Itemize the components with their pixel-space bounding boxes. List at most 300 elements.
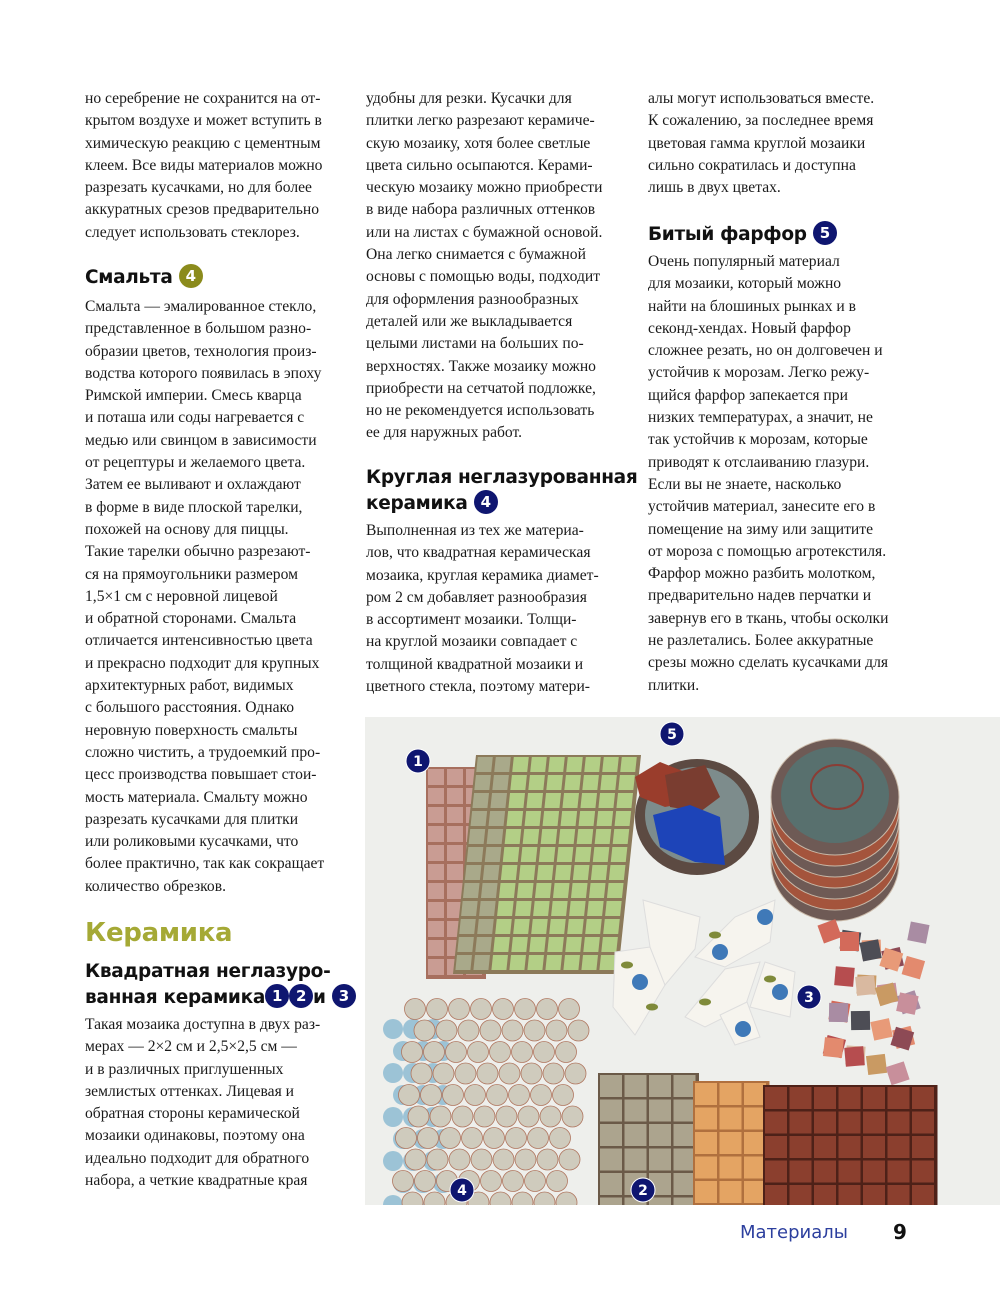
round-tile xyxy=(553,1085,574,1106)
mosaic-tile xyxy=(790,1112,812,1134)
text-line: Очень популярный материал xyxy=(648,253,840,270)
heading-text: ванная керамика xyxy=(85,987,266,1008)
mosaic-tile xyxy=(457,937,474,952)
number-badge: 3 xyxy=(332,984,356,1008)
mosaic-tile xyxy=(888,1112,910,1134)
text-line: разрезать кусачками, но для более xyxy=(85,179,312,197)
photo-badge-label: 3 xyxy=(804,990,814,1006)
blue-flower xyxy=(712,944,728,960)
round-tile xyxy=(512,1042,533,1063)
mosaic-tile xyxy=(618,775,635,790)
loose-tile xyxy=(851,1011,870,1030)
text-line: Если вы не знаете, насколько xyxy=(648,475,842,493)
round-tile xyxy=(415,1171,436,1192)
text-line: Римской империи. Смесь кварца xyxy=(85,387,302,405)
mosaic-tile xyxy=(476,757,493,772)
text-line: приводят к отслаиванию глазури. xyxy=(648,453,870,471)
mosaic-tile xyxy=(597,811,614,826)
mosaic-tile xyxy=(674,1075,696,1097)
mosaic-tile xyxy=(600,1198,622,1206)
number-badge: 2 xyxy=(289,984,313,1008)
heading-text: керамика xyxy=(366,493,468,514)
blue-flower xyxy=(757,909,773,925)
round-tile xyxy=(531,1085,552,1106)
text-line: водства которого появилась в эпоху xyxy=(85,364,322,382)
mosaic-tile xyxy=(461,901,478,916)
photo-badge-label: 5 xyxy=(667,727,677,743)
text-line: но серебрение не сохранится на от- xyxy=(85,90,321,107)
mosaic-tile xyxy=(674,1173,696,1195)
mosaic-tile xyxy=(601,937,618,952)
mosaic-tile xyxy=(455,955,472,970)
text-line: мость материала. Смальту можно xyxy=(85,788,308,806)
mosaic-tile xyxy=(602,757,619,772)
mosaic-tile xyxy=(503,847,520,862)
heading-round-ceramics xyxy=(366,466,637,516)
text-line: скую мозаику, хотя более светлые xyxy=(366,134,591,152)
text-line: Она легко снимается с бумажной xyxy=(366,246,586,264)
mosaic-tile xyxy=(428,959,444,975)
number-badge: 5 xyxy=(813,221,837,245)
mosaic-tile xyxy=(517,883,534,898)
conjunction: и xyxy=(313,987,326,1008)
mosaic-tile xyxy=(475,937,492,952)
mosaic-tile xyxy=(569,901,586,916)
round-tile xyxy=(556,1192,577,1205)
round-tile xyxy=(484,1128,505,1149)
text-line: сильно сократилась и доступна xyxy=(648,156,856,174)
mosaic-tile xyxy=(575,847,592,862)
text-line: или на листах с бумажной основой. xyxy=(366,223,603,241)
mosaic-tile xyxy=(720,1083,742,1105)
text-line: Затем ее выливают и охлаждают xyxy=(85,476,301,494)
text-line: в виде набора различных оттенков xyxy=(366,201,596,219)
round-tile xyxy=(452,1106,473,1127)
mosaic-tile xyxy=(863,1161,885,1183)
loose-tile xyxy=(855,975,876,996)
mosaic-tile xyxy=(839,1136,861,1158)
mosaic-tile xyxy=(593,847,610,862)
text-line: плитки. xyxy=(648,676,700,694)
mosaic-tile xyxy=(814,1185,836,1205)
mosaic-tile xyxy=(561,811,578,826)
round-tile xyxy=(493,999,514,1020)
round-tile xyxy=(405,999,426,1020)
round-tile xyxy=(521,1063,542,1084)
round-tile xyxy=(518,1106,539,1127)
mosaic-tile xyxy=(459,919,476,934)
mosaic-tile xyxy=(591,865,608,880)
mosaic-tile xyxy=(566,757,583,772)
mosaic-tile xyxy=(814,1087,836,1109)
loose-tile xyxy=(829,1003,848,1022)
mosaic-tile xyxy=(649,1198,671,1206)
round-tile xyxy=(411,1063,432,1084)
text-line: от мороза с помощью агротекстиля. xyxy=(648,542,887,560)
round-tile xyxy=(440,1128,461,1149)
text-line: 1,5×1 см с неровной лицевой xyxy=(85,587,278,605)
mosaic-tile xyxy=(428,902,444,918)
mosaic-tile xyxy=(649,1075,671,1097)
round-tile xyxy=(515,1149,536,1170)
round-tile xyxy=(543,1063,564,1084)
round-tile xyxy=(540,1106,561,1127)
mosaic-tile xyxy=(580,793,597,808)
mosaic-tile xyxy=(467,847,484,862)
round-tile xyxy=(383,1063,403,1083)
mosaic-tile xyxy=(491,955,508,970)
round-tile xyxy=(562,1106,583,1127)
mosaic-tile xyxy=(765,1161,787,1183)
mosaic-tile xyxy=(559,829,576,844)
round-tile xyxy=(399,1085,420,1106)
round-tile xyxy=(534,1042,555,1063)
round-tile xyxy=(427,1149,448,1170)
mosaic-tile xyxy=(600,1100,622,1122)
mosaic-tile xyxy=(863,1112,885,1134)
mosaic-tile xyxy=(526,793,543,808)
mosaic-tile xyxy=(474,775,491,790)
mosaic-tile xyxy=(493,937,510,952)
paragraph-smalta xyxy=(85,296,360,898)
round-tile xyxy=(506,1128,527,1149)
round-tile xyxy=(537,1149,558,1170)
mosaic-tile xyxy=(649,1124,671,1146)
mosaic-tile xyxy=(553,883,570,898)
text-line: Выполненная из тех же материа- xyxy=(366,522,584,539)
heading-line: Круглая неглазурованная xyxy=(366,467,638,488)
loose-tile xyxy=(844,1046,865,1067)
loose-tile xyxy=(870,1018,893,1041)
number-badge: 1 xyxy=(265,984,289,1008)
heading-text: Смальта xyxy=(85,267,173,288)
round-tile xyxy=(503,1171,524,1192)
loose-tile xyxy=(902,956,926,980)
round-tile xyxy=(436,1020,457,1041)
round-tile xyxy=(396,1128,417,1149)
mosaic-tile xyxy=(515,901,532,916)
text-line: отличается интенсивностью цвета xyxy=(85,632,313,650)
mosaic-tile xyxy=(428,788,444,804)
text-line: более практично, так как сокращает xyxy=(85,855,325,873)
mosaic-tile xyxy=(463,883,480,898)
round-tile xyxy=(424,1042,445,1063)
mosaic-tile xyxy=(513,919,530,934)
text-line: помещение на зиму или защитите xyxy=(648,520,874,538)
round-tile xyxy=(471,1149,492,1170)
mosaic-tile xyxy=(620,757,637,772)
mosaic-tile xyxy=(615,811,632,826)
mosaic-tile xyxy=(523,829,540,844)
round-tile xyxy=(383,1151,403,1171)
mosaic-tile xyxy=(720,1132,742,1154)
text-line: лов, что квадратная керамическая xyxy=(366,544,591,562)
round-tile xyxy=(481,1171,502,1192)
mosaic-tile xyxy=(428,921,444,937)
mosaic-tile xyxy=(587,901,604,916)
mosaic-tile xyxy=(625,1075,647,1097)
loose-tile xyxy=(907,921,929,943)
mosaic-tile xyxy=(483,865,500,880)
mosaic-tile xyxy=(888,1087,910,1109)
round-tile xyxy=(547,1171,568,1192)
text-line: цветного стекла, поэтому матери- xyxy=(366,678,590,696)
round-tile xyxy=(487,1085,508,1106)
mosaic-tile xyxy=(557,847,574,862)
round-tile xyxy=(556,1042,577,1063)
round-tile xyxy=(465,1085,486,1106)
materials-illustration xyxy=(365,717,1000,1205)
text-line: сложно чистить, а трудоемкий про- xyxy=(85,743,321,761)
mosaic-tile xyxy=(912,1185,934,1205)
text-line: для оформления разнообразных xyxy=(366,290,579,308)
mosaic-tile xyxy=(888,1136,910,1158)
text-line: алы могут использоваться вместе. xyxy=(648,90,875,107)
round-tile xyxy=(480,1020,501,1041)
text-line: плитки легко разрезают керамиче- xyxy=(366,112,595,130)
mosaic-tile xyxy=(765,1087,787,1109)
section-heading-ceramics: Керамика xyxy=(85,918,233,948)
heading-broken-china xyxy=(648,221,837,247)
mosaic-tile xyxy=(839,1112,861,1134)
orange-tile-sheet xyxy=(693,1081,770,1205)
mosaic-tile xyxy=(428,940,444,956)
mosaic-tile xyxy=(616,793,633,808)
round-tile xyxy=(499,1063,520,1084)
mosaic-tile xyxy=(611,847,628,862)
mosaic-tile xyxy=(469,829,486,844)
mosaic-tile xyxy=(479,901,496,916)
text-line: ческую мозаику можно приобрести xyxy=(366,179,603,197)
leaf xyxy=(621,962,633,969)
mosaic-tile xyxy=(549,919,566,934)
mosaic-tile xyxy=(625,1149,647,1171)
paragraph-broken-china xyxy=(648,251,923,697)
mosaic-tile xyxy=(477,919,494,934)
mosaic-tile xyxy=(584,757,601,772)
round-tile xyxy=(427,999,448,1020)
text-line: устойчив материал, занесите его в xyxy=(648,498,876,516)
text-line: щийся фарфор запекается при xyxy=(648,386,848,404)
round-tile xyxy=(537,999,558,1020)
text-line: и обратной сторонами. Смальта xyxy=(85,610,297,628)
page-number: 9 xyxy=(893,1220,907,1244)
mosaic-tile xyxy=(499,883,516,898)
mosaic-tile xyxy=(589,883,606,898)
round-tile xyxy=(559,1149,580,1170)
mosaic-tile xyxy=(765,1112,787,1134)
mosaic-tile xyxy=(564,775,581,790)
text-line: Фарфор можно разбить молотком, xyxy=(648,565,876,583)
text-line: Такая мозаика доступна в двух раз- xyxy=(85,1016,321,1033)
mosaic-tile xyxy=(485,847,502,862)
text-line: деталей или же выкладывается xyxy=(366,312,573,330)
text-line: обратная стороны керамической xyxy=(85,1105,300,1123)
round-tile xyxy=(402,1042,423,1063)
mosaic-tile xyxy=(695,1132,717,1154)
mosaic-tile xyxy=(447,769,463,785)
mosaic-tile xyxy=(585,919,602,934)
mosaic-tile xyxy=(505,829,522,844)
photo-badge-label: 2 xyxy=(638,1183,648,1199)
text-line: приобрести на сетчатой подложке, xyxy=(366,379,596,397)
mosaic-tile xyxy=(609,865,626,880)
round-tile xyxy=(402,1192,423,1205)
text-line: К сожалению, за последнее время xyxy=(648,112,874,130)
mosaic-tile xyxy=(598,793,615,808)
mosaic-tile xyxy=(674,1124,696,1146)
mosaic-tile xyxy=(497,901,514,916)
mosaic-tile xyxy=(512,757,529,772)
text-line: цесс производства повышает стои- xyxy=(85,766,317,784)
text-line: архитектурных работ, видимых xyxy=(85,677,294,695)
text-line: неровную поверхность смальты xyxy=(85,721,298,739)
mosaic-tile xyxy=(509,955,526,970)
round-tile xyxy=(393,1171,414,1192)
mosaic-tile xyxy=(720,1157,742,1179)
mosaic-tile xyxy=(814,1112,836,1134)
text-line: крытом воздухе и может вступить в xyxy=(85,112,322,130)
paragraph-round-colors xyxy=(648,88,923,199)
mosaic-tile xyxy=(492,775,509,790)
round-tile xyxy=(493,1149,514,1170)
text-line: и в различных приглушенных xyxy=(85,1060,284,1078)
mosaic-tile xyxy=(541,829,558,844)
round-tile xyxy=(443,1085,464,1106)
text-line: ром 2 см добавляет разнообразия xyxy=(366,588,587,606)
text-line: секонд-хендах. Новый фарфор xyxy=(648,319,851,337)
round-tile xyxy=(414,1020,435,1041)
text-line: идеально подходит для обратного xyxy=(85,1149,310,1167)
mosaic-tile xyxy=(790,1136,812,1158)
round-tile xyxy=(550,1128,571,1149)
text-line: не разлетались. Более аккуратные xyxy=(648,632,874,650)
text-line: сложнее резать, но он долговечен и xyxy=(648,342,883,360)
mosaic-tile xyxy=(744,1132,766,1154)
text-line: устойчив к морозам. Легко режу- xyxy=(648,364,870,382)
loose-tile xyxy=(886,1061,910,1085)
text-line: основы с помощью воды, подходит xyxy=(366,268,601,286)
mosaic-tile xyxy=(487,829,504,844)
text-line: но не рекомендуется использовать xyxy=(366,402,595,420)
mosaic-tile xyxy=(600,1173,622,1195)
mosaic-tile xyxy=(490,793,507,808)
round-tile xyxy=(383,1107,403,1127)
mosaic-tile xyxy=(863,1136,885,1158)
mosaic-tile xyxy=(744,1181,766,1203)
text-line: аккуратных срезов предварительно xyxy=(85,201,320,219)
mosaic-tile xyxy=(863,1087,885,1109)
round-tile xyxy=(490,1042,511,1063)
mosaic-tile xyxy=(489,811,506,826)
mosaic-tile xyxy=(428,807,444,823)
mosaic-tile xyxy=(695,1181,717,1203)
mosaic-tile xyxy=(625,1100,647,1122)
mosaic-tile xyxy=(863,1185,885,1205)
paragraph-square-ceramics xyxy=(85,1014,360,1192)
text-line: ее для наружных работ. xyxy=(366,424,523,442)
mosaic-tile xyxy=(447,864,463,880)
materials-photo xyxy=(365,717,1000,1205)
mosaic-tile xyxy=(583,937,600,952)
round-tile xyxy=(534,1192,555,1205)
mosaic-tile xyxy=(571,883,588,898)
mosaic-tile xyxy=(888,1161,910,1183)
round-tile xyxy=(471,999,492,1020)
mosaic-tile xyxy=(839,1161,861,1183)
round-tile xyxy=(524,1020,545,1041)
leaf xyxy=(709,932,721,939)
mosaic-tile xyxy=(428,769,444,785)
mosaic-tile xyxy=(551,901,568,916)
text-line: толщиной квадратной мозаики и xyxy=(366,655,584,673)
loose-tile xyxy=(859,939,881,961)
round-tile xyxy=(462,1128,483,1149)
text-line: от рецептуры и желаемого цвета. xyxy=(85,454,306,472)
mosaic-tile xyxy=(481,883,498,898)
paragraph-round-ceramics xyxy=(366,520,641,698)
mosaic-tile xyxy=(447,883,463,899)
round-tile xyxy=(449,1149,470,1170)
mosaic-tile xyxy=(720,1108,742,1130)
round-tile xyxy=(446,1042,467,1063)
mosaic-tile xyxy=(695,1083,717,1105)
mosaic-tile xyxy=(744,1108,766,1130)
mosaic-tile xyxy=(600,1149,622,1171)
text-line: срезы можно сделать кусачками для xyxy=(648,654,889,672)
text-line: мерах — 2×2 см и 2,5×2,5 см — xyxy=(85,1038,297,1056)
mosaic-tile xyxy=(744,1157,766,1179)
round-tile xyxy=(424,1192,445,1205)
text-line: медью или свинцом в зависимости xyxy=(85,431,317,449)
blue-flower xyxy=(772,984,788,1000)
text-line: и поташа или соды нагревается с xyxy=(85,409,305,427)
round-tile xyxy=(546,1020,567,1041)
leaf xyxy=(764,976,776,983)
round-tile xyxy=(455,1063,476,1084)
text-line: с большого расстояния. Однако xyxy=(85,699,295,717)
saucer-top xyxy=(781,747,889,843)
mosaic-tile xyxy=(839,1087,861,1109)
text-line: так устойчив к морозам, которые xyxy=(648,431,868,449)
mosaic-tile xyxy=(527,955,544,970)
text-line: разрезать кусачками для плитки xyxy=(85,810,299,828)
text-line: найти на блошиных рынках и в xyxy=(648,297,857,315)
mosaic-tile xyxy=(599,955,616,970)
photo-badge-label: 4 xyxy=(457,1183,467,1199)
text-line: удобны для резки. Кусачки для xyxy=(366,90,572,107)
mosaic-tile xyxy=(546,775,563,790)
round-tile xyxy=(559,999,580,1020)
mosaic-tile xyxy=(539,847,556,862)
mosaic-tile xyxy=(625,1124,647,1146)
mosaic-tile xyxy=(528,775,545,790)
mosaic-tile xyxy=(447,826,463,842)
photo-badge-label: 1 xyxy=(413,754,423,770)
mosaic-tile xyxy=(790,1087,812,1109)
round-tile xyxy=(430,1106,451,1127)
mosaic-tile xyxy=(613,829,630,844)
mosaic-tile xyxy=(581,955,598,970)
mosaic-tile xyxy=(428,864,444,880)
heading-line xyxy=(366,490,637,516)
text-line: количество обрезков. xyxy=(85,877,226,895)
mosaic-tile xyxy=(531,919,548,934)
mosaic-tile xyxy=(494,757,511,772)
round-tile xyxy=(496,1106,517,1127)
mosaic-tile xyxy=(790,1161,812,1183)
round-tile xyxy=(502,1020,523,1041)
